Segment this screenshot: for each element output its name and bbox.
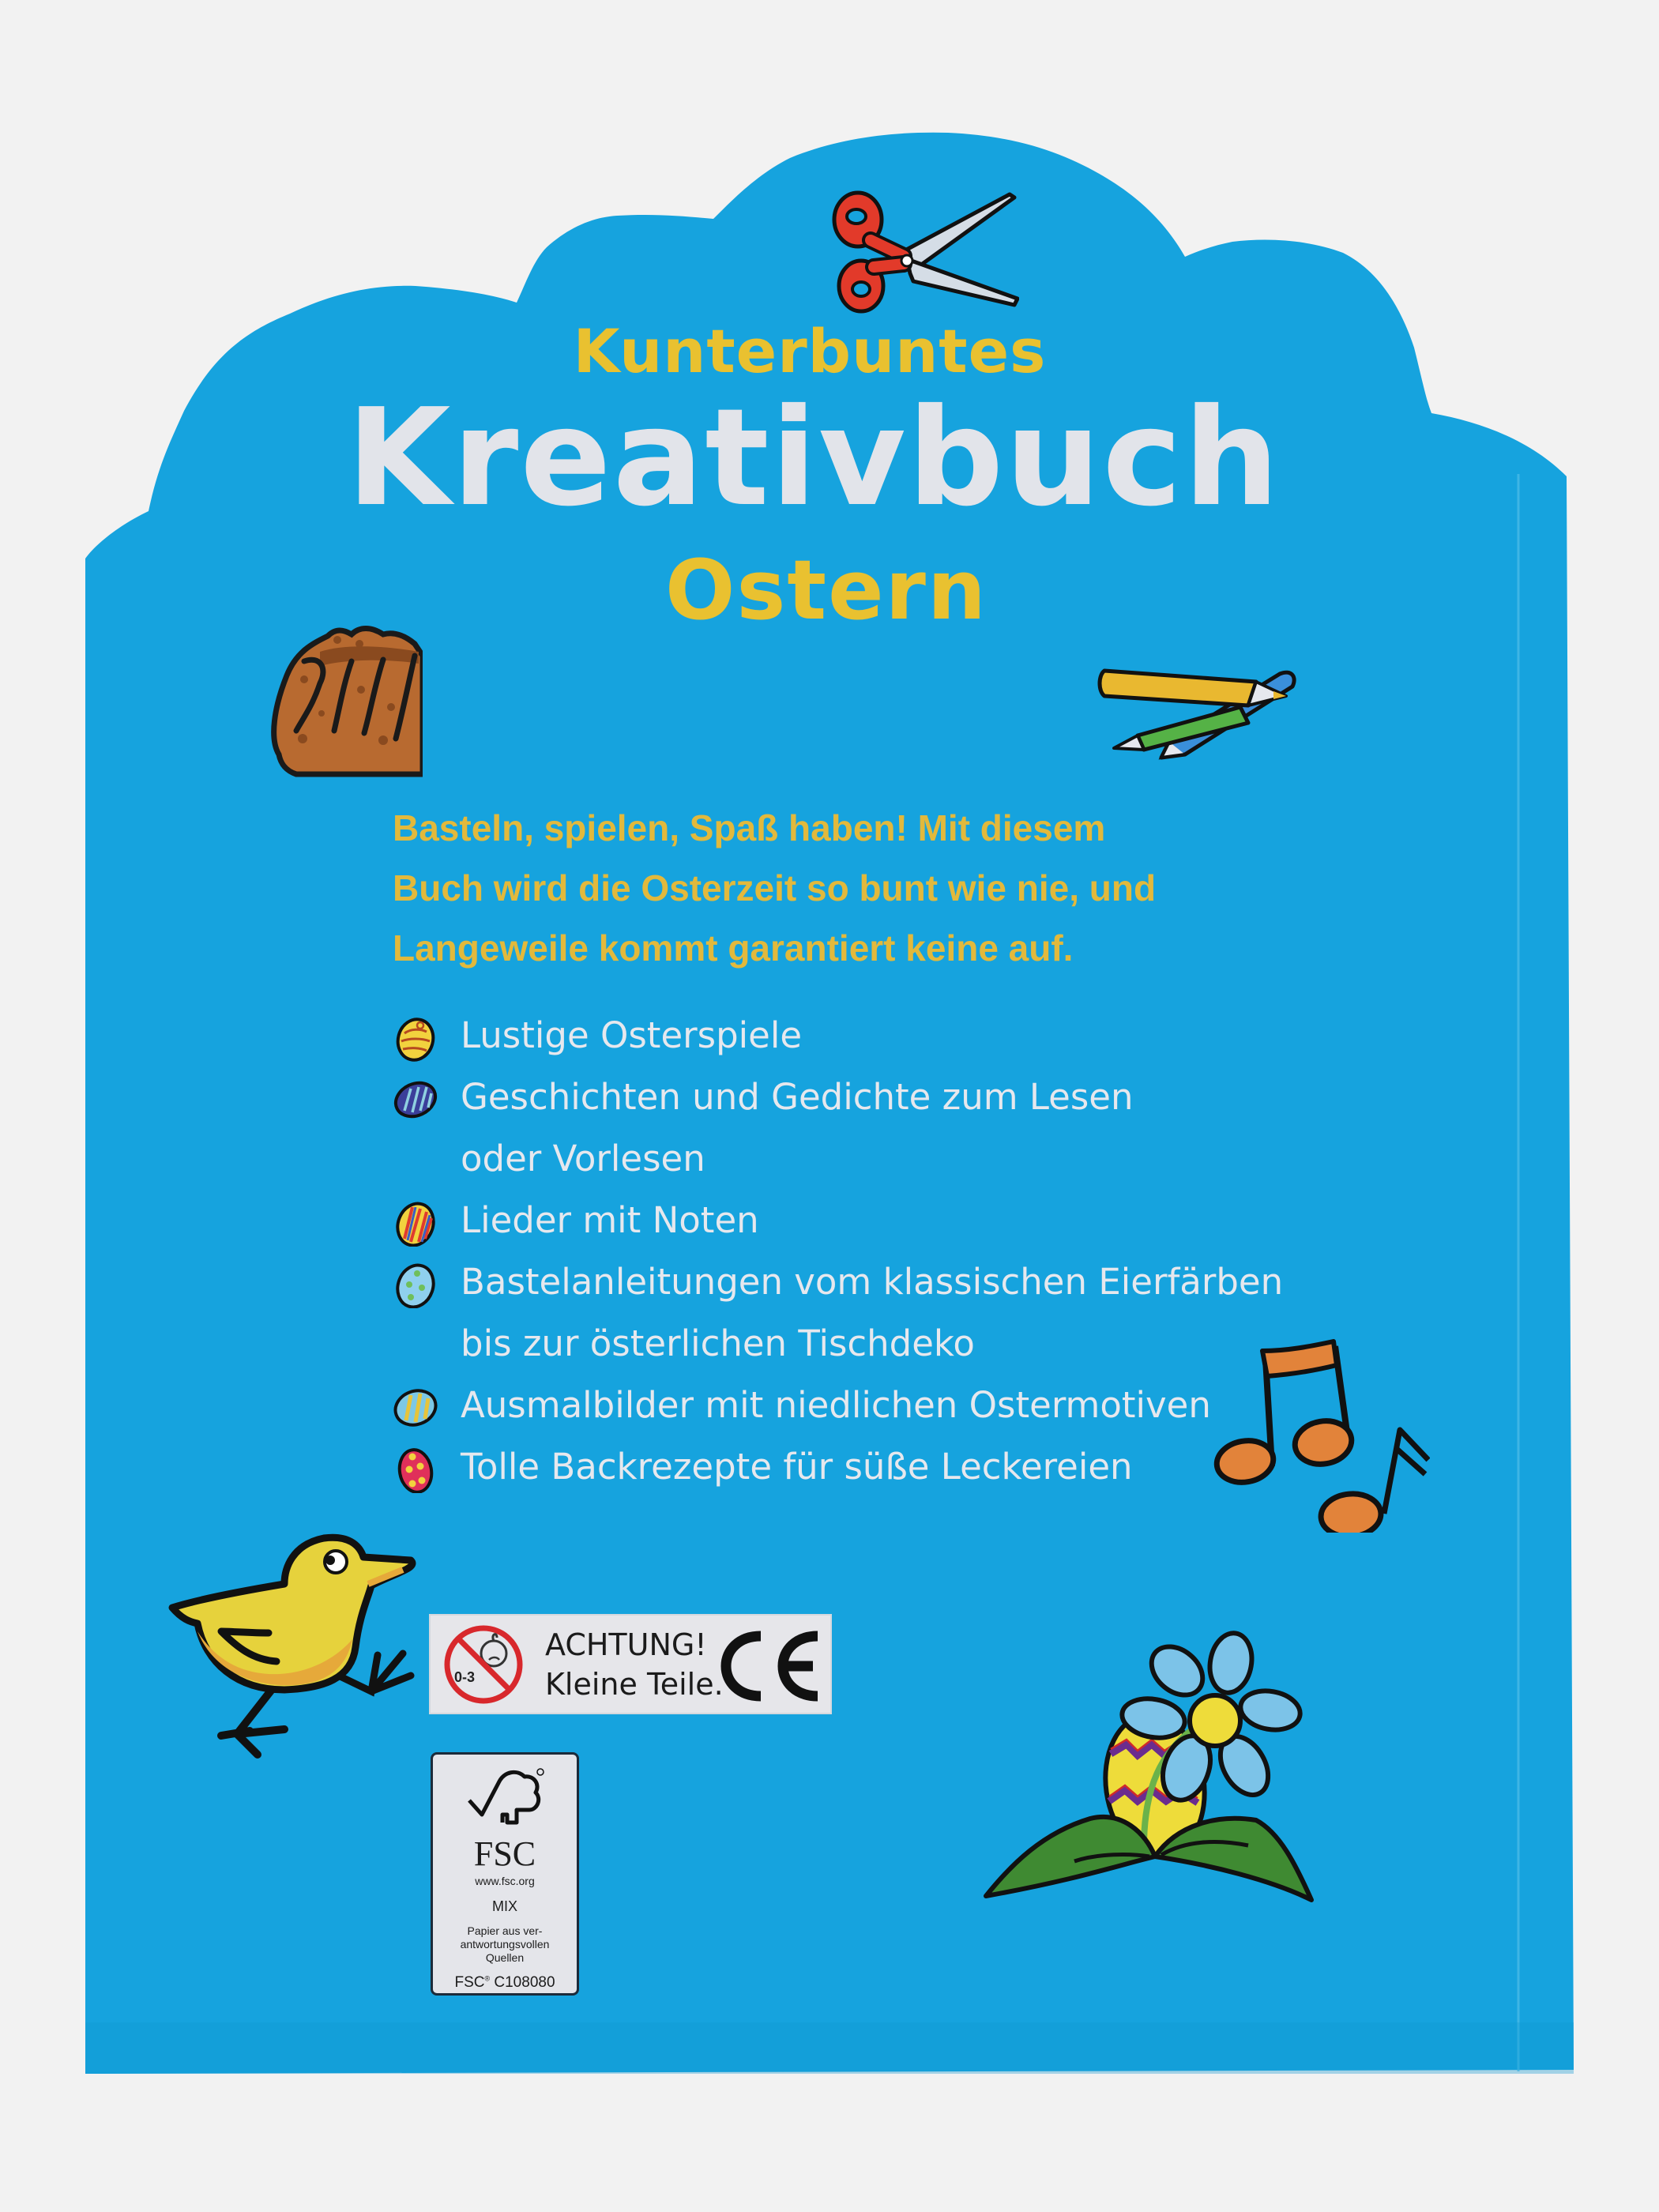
fsc-license-code: FSC® C108080	[454, 1974, 555, 1991]
fsc-url: www.fsc.org	[475, 1875, 535, 1887]
blue-striped-egg-icon	[393, 1076, 438, 1123]
yellow-striped-egg-icon	[393, 1384, 438, 1431]
svg-text:0-3: 0-3	[454, 1669, 476, 1685]
fsc-desc-line: antwortungsvollen	[460, 1938, 550, 1951]
feature-item	[387, 1313, 1335, 1375]
ce-mark-icon	[717, 1627, 826, 1706]
feature-item	[387, 1005, 1335, 1066]
feature-text: Lustige Osterspiele	[461, 1014, 803, 1056]
scissors-icon	[822, 188, 1019, 314]
warning-text	[545, 1625, 724, 1704]
fsc-code-number: C108080	[494, 1974, 555, 1991]
feature-list	[387, 1005, 1335, 1498]
intro-line: Basteln, spielen, Spaß haben! Mit diesem	[393, 807, 1106, 848]
feature-text-continued: oder Vorlesen	[461, 1138, 705, 1179]
fsc-description	[433, 1924, 577, 1965]
feature-item	[387, 1066, 1335, 1128]
feature-text: Bastelanleitungen vom klassischen Eierfärben	[461, 1261, 1284, 1303]
feature-item	[387, 1436, 1335, 1498]
fsc-name: FSC	[473, 1834, 536, 1873]
intro-line: Langeweile kommt garantiert keine auf.	[393, 927, 1074, 969]
fsc-desc-line: Papier aus ver-	[467, 1924, 543, 1937]
feature-text: Tolle Backrezepte für süße Leckereien	[461, 1446, 1133, 1488]
feature-item	[387, 1375, 1335, 1436]
feature-item	[387, 1128, 1335, 1190]
red-dotted-egg-icon	[393, 1446, 438, 1493]
feature-text-continued: bis zur österlichen Tischdeko	[461, 1322, 975, 1364]
feature-text: Geschichten und Gedichte zum Lesen	[461, 1076, 1134, 1118]
bundt-cake-icon	[265, 620, 423, 778]
flower-with-easter-egg-icon	[980, 1627, 1319, 1912]
yellow-swirl-egg-icon	[393, 1014, 438, 1062]
chick-icon	[166, 1521, 427, 1766]
intro-line: Buch wird die Osterzeit so bunt wie nie, und	[393, 867, 1157, 908]
fsc-label	[431, 1752, 579, 1996]
green-dotted-egg-icon	[393, 1261, 438, 1308]
fsc-type: MIX	[491, 1898, 517, 1914]
warning-label	[429, 1614, 832, 1714]
fsc-tree-logo-icon	[461, 1766, 548, 1837]
fsc-code-prefix: FSC	[454, 1974, 485, 1991]
warning-line-1: ACHTUNG!	[545, 1627, 707, 1662]
title-ostern: Ostern	[665, 542, 988, 638]
feature-item	[387, 1251, 1335, 1313]
music-notes-icon	[1201, 1327, 1430, 1533]
fsc-desc-line: Quellen	[485, 1951, 525, 1964]
feature-text: Ausmalbilder mit niedlichen Ostermotiven	[461, 1384, 1211, 1426]
title-kreativbuch: Kreativbuch	[346, 380, 1281, 536]
warning-line-2: Kleine Teile.	[545, 1667, 724, 1702]
feature-item	[387, 1190, 1335, 1251]
colored-pencils-icon	[1090, 660, 1311, 762]
rainbow-striped-egg-icon	[393, 1199, 438, 1247]
no-under-3-icon	[440, 1623, 527, 1706]
intro-paragraph	[393, 798, 1341, 978]
title-kunterbuntes: Kunterbuntes	[573, 316, 1047, 386]
feature-text: Lieder mit Noten	[461, 1199, 759, 1241]
